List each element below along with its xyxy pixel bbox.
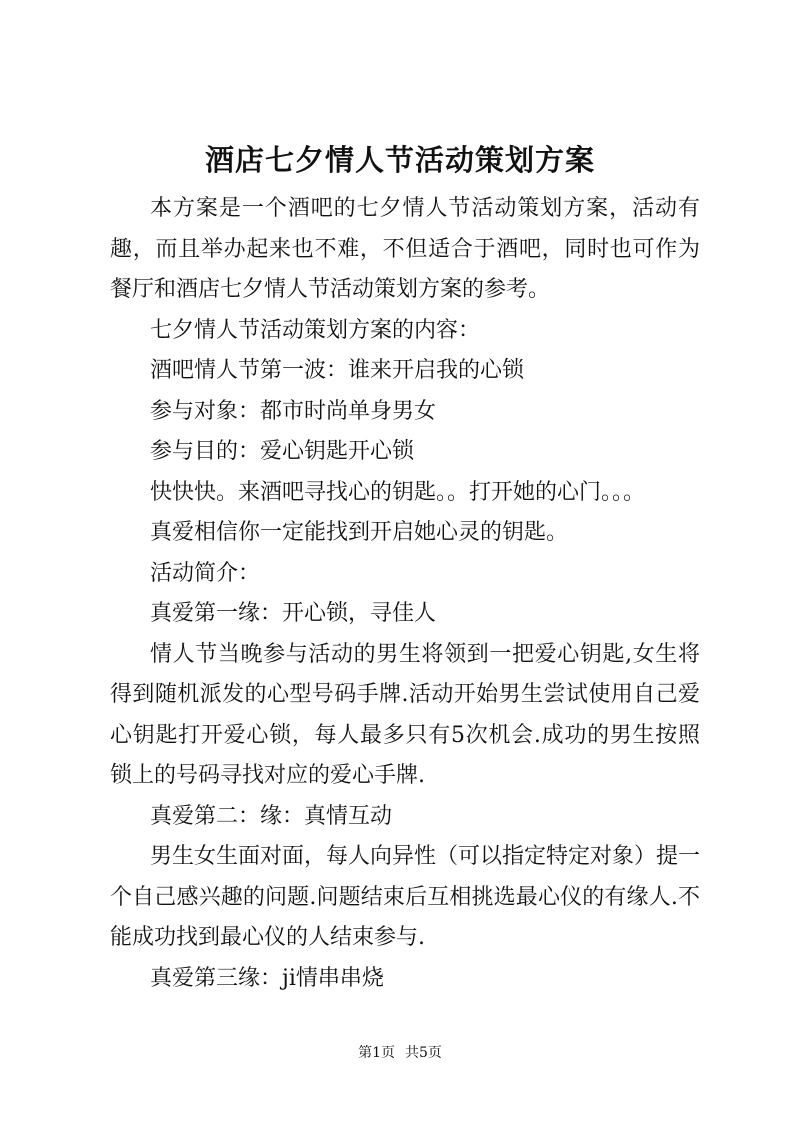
paragraph: 真爱相信你一定能找到开启她心灵的钥匙。 [150,520,569,545]
paragraph: 真爱第三缘：ji情串串烧 [150,965,384,991]
document-title: 酒店七夕情人节活动策划方案 [204,143,595,177]
page-number: 第1页 [358,1045,395,1061]
paragraph: 酒吧情人节第一波：谁来开启我的心锁 [150,358,525,383]
paragraph: 本方案是一个酒吧的七夕情人节活动策划方案，活动有趣，而且举办起来也不难，不但适合于酒吧，同时也可作为餐厅和酒店七夕情人节活动策划方案的参考。 [110,196,700,302]
paragraph: 情人节当晚参与活动的男生将领到一把爱心钥匙,女生将得到随机派发的心型号码手牌.活动开始男生尝试使用自己爱心钥匙打开爱心锁，每人最多只有5次机会.成功的男生按照锁上的号码寻找对应的爱心手牌. [110,641,700,788]
page-total: 共5页 [405,1045,442,1061]
paragraph: 参与目的：爱心钥匙开心锁 [150,439,415,464]
paragraph: 快快快。来酒吧寻找心的钥匙。。打开她的心门。。。 [150,479,646,505]
page-footer [0,1043,800,1063]
paragraph: 真爱第二：缘：真情互动 [150,803,393,829]
paragraph: 真爱第一缘：开心锁，寻佳人 [150,601,437,626]
document-body [110,189,700,999]
paragraph: 男生女生面对面，每人向异性（可以指定特定对象）提一个自己感兴趣的问题.问题结束后互相挑选最心仪的有缘人.不能成功找到最心仪的人结束参与. [110,844,701,950]
paragraph: 七夕情人节活动策划方案的内容： [150,317,481,343]
paragraph: 活动简介： [150,560,261,586]
paragraph: 参与对象：都市时尚单身男女 [150,398,437,424]
